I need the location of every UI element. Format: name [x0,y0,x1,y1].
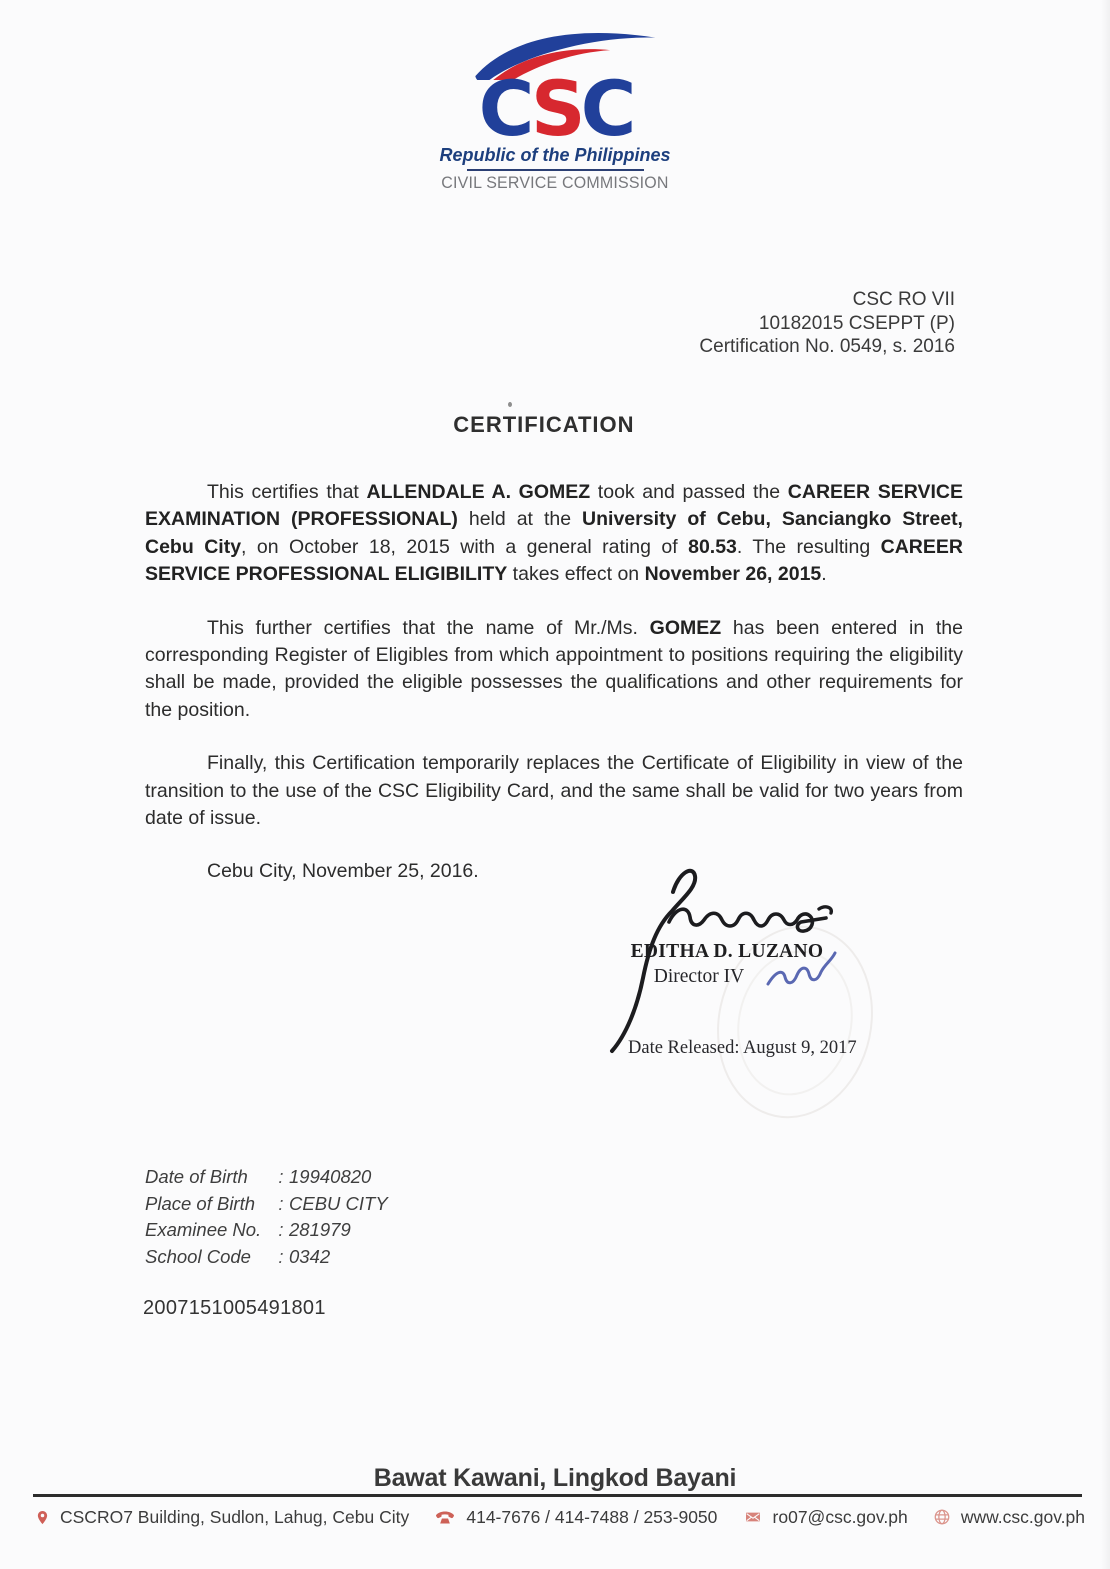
detail-separator: : [278,1192,284,1214]
signatory-name: EDITHA D. LUZANO [630,941,824,962]
logo-commission-text: CIVIL SERVICE COMMISSION [441,172,669,192]
footer-contacts [35,1503,1085,1531]
logo-divider [467,169,644,171]
footer-contact [743,1507,908,1528]
scan-artifact-dot [508,402,512,407]
detail-separator: : [278,1166,284,1187]
logo-acronym [478,64,632,153]
dateline: Cebu City, November 25, 2016. [207,860,479,883]
globe-icon [933,1508,951,1526]
detail-value: 281979 [289,1219,351,1241]
detail-value: CEBU CITY [289,1192,388,1214]
footer-contact-text: ro07@csc.gov.ph [772,1506,908,1527]
logo-republic-text: Republic of the Philippines [439,144,671,165]
date-released: Date Released: August 9, 2017 [628,1038,857,1058]
detail-label: Place of Birth [145,1192,256,1214]
detail-separator: : [278,1219,284,1241]
footer-contact [933,1507,1085,1528]
detail-row [145,1164,388,1191]
detail-row [145,1244,388,1271]
location-pin-icon [35,1508,50,1527]
signatory-position: Director IV [653,966,745,987]
footer-contact-text: 414-7676 / 414-7488 / 253-9050 [466,1506,718,1527]
detail-label: Examinee No. [145,1219,262,1241]
footer-contact [434,1507,717,1528]
initials-ink-icon [762,940,842,996]
logo-letter: C [478,64,531,153]
exam-code-line: 10182015 CSEPPT (P) [758,312,955,334]
scan-edge-shadow [1101,0,1110,1569]
document-title: CERTIFICATION [453,412,635,437]
email-icon [743,1509,763,1525]
body-paragraphs [145,479,963,832]
body-paragraph: This further certifies that the name of Mr./Ms. GOMEZ has been entered in the corresponding Register of Eligibles from which appointment to positions requiring the eligibility shall be made, provided the eligible possesses the qualifications and other requirements for the position. [145,616,963,721]
certification-number-line: Certification No. 0549, s. 2016 [699,336,955,357]
logo-letter: S [530,64,581,153]
footer-tagline: Bawat Kawani, Lingkod Bayani [373,1464,737,1492]
detail-separator: : [278,1245,284,1267]
reference-number: 2007151005491801 [143,1297,326,1319]
footer-contact-text: www.csc.gov.ph [960,1506,1085,1527]
logo-letter: C [580,64,632,153]
document-reference-block [699,288,955,359]
body-paragraph: Finally, this Certification temporarily replaces the Certificate of Eligibility in view of the transition to the use of the CSC Eligibility Card, and the same shall be valid for two years from date of issue. [145,752,963,830]
detail-row [145,1191,388,1218]
body-paragraph: This certifies that ALLENDALE A. GOMEZ took and passed the CAREER SERVICE EXAMINATION (PROFESSIONAL) held at the University of Cebu, Sanciangko Street, Cebu City, on October 18, 2015 with a general rating of 80.53. The resulting CAREER SERVICE PROFESSIONAL ELIGIBILITY takes effect on November 26, 2015. [145,481,964,586]
detail-label: Date of Birth [145,1166,248,1187]
certification-body [145,479,963,912]
detail-value: 19940820 [289,1166,372,1187]
examinee-details [145,1164,388,1270]
detail-value: 0342 [289,1245,331,1267]
detail-label: School Code [145,1245,251,1267]
detail-row [145,1217,388,1244]
phone-icon [434,1508,456,1527]
footer-contact-text: CSCRO7 Building, Sudlon, Lahug, Cebu City [60,1506,410,1527]
csc-logo [0,28,1110,193]
footer-divider [33,1494,1082,1497]
footer-contact [35,1507,409,1528]
regional-office-line: CSC RO VII [852,289,955,310]
